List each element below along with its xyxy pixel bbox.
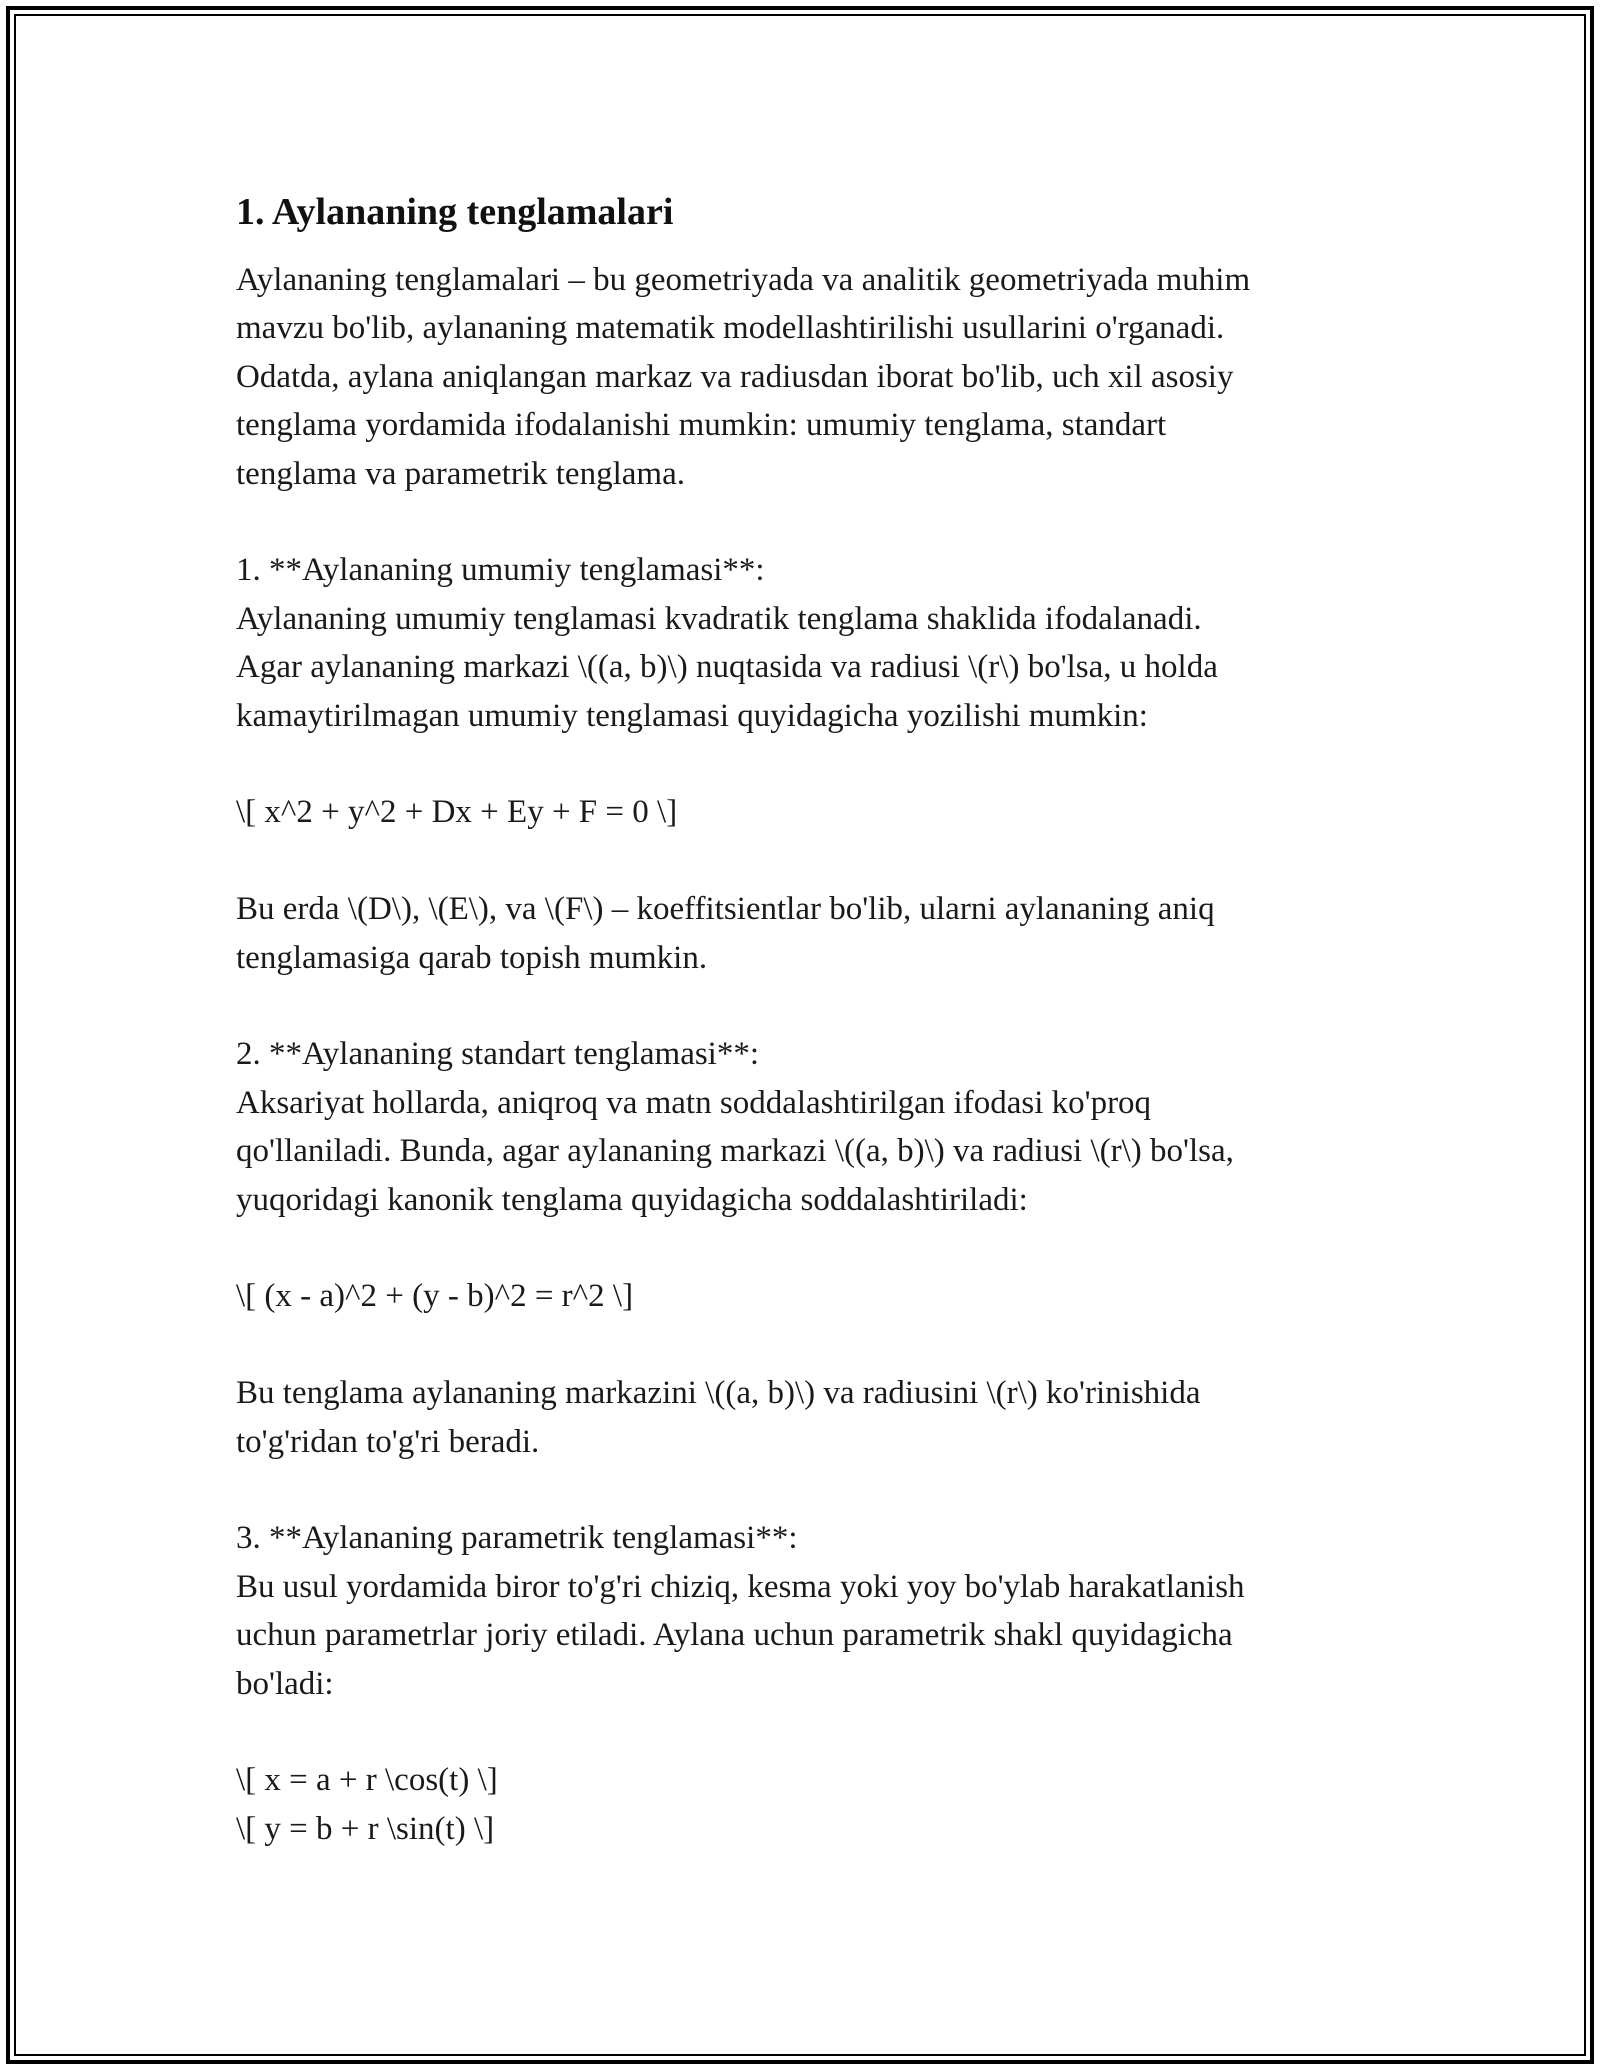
document-content [236, 188, 1396, 1902]
text-line: Aksariyat hollarda, aniqroq va matn soddalashtirilgan ifodasi ko'proq [236, 1084, 1152, 1121]
text-line: bo'ladi: [236, 1665, 334, 1702]
text-line: Aylananing tenglamalari – bu geometriyada va analitik geometriyada muhim [236, 262, 1251, 298]
formula-block [236, 1756, 1396, 1853]
text-line: to'g'ridan to'g'ri beradi. [236, 1423, 540, 1460]
section-heading: 1. **Aylananing umumiy tenglamasi**: [236, 552, 765, 589]
formula-line: \[ y = b + r \sin(t) \] [236, 1810, 495, 1847]
coefficient-note [236, 885, 1396, 982]
text-line: uchun parametrlar joriy etiladi. Aylana uchun parametrik shakl quyidagicha [236, 1617, 1233, 1654]
section-heading: 2. **Aylananing standart tenglamasi**: [236, 1036, 760, 1073]
text-line: yuqoridagi kanonik tenglama quyidagicha soddalashtiriladi: [236, 1181, 1028, 1218]
text-line: Bu tenglama aylananing markazini \((a, b)\) va radiusini \(r\) ko'rinishida [236, 1375, 1201, 1412]
text-line: Odatda, aylana aniqlangan markaz va radiusdan iborat bo'lib, uch xil asosiy [236, 358, 1234, 395]
formula-line: \[ x = a + r \cos(t) \] [236, 1762, 498, 1799]
formula-line: \[ x^2 + y^2 + Dx + Ey + F = 0 \] [236, 794, 678, 831]
intro-paragraph [236, 256, 1396, 498]
text-line: tenglama yordamida ifodalanishi mumkin: umumiy tenglama, standart [236, 407, 1167, 444]
document-title: 1. Aylananing tenglamalari [236, 191, 674, 233]
text-line: tenglama va parametrik tenglama. [236, 455, 685, 492]
formula-block [236, 1272, 1396, 1320]
formula-line: \[ (x - a)^2 + (y - b)^2 = r^2 \] [236, 1278, 634, 1315]
text-line: qo'llaniladi. Bunda, agar aylananing markazi \((a, b)\) va radiusi \(r\) bo'lsa, [236, 1133, 1234, 1170]
section-standard-equation [236, 1030, 1396, 1224]
section-general-equation [236, 546, 1396, 740]
text-line: Bu usul yordamida biror to'g'ri chiziq, kesma yoki yoy bo'ylab harakatlanish [236, 1568, 1245, 1605]
text-line: mavzu bo'lib, aylananing matematik modellashtirilishi usullarini o'rganadi. [236, 310, 1225, 347]
text-line: kamaytirilmagan umumiy tenglamasi quyidagicha yozilishi mumkin: [236, 697, 1148, 734]
section-heading: 3. **Aylananing parametrik tenglamasi**: [236, 1520, 798, 1557]
formula-block [236, 788, 1396, 836]
text-line: tenglamasiga qarab topish mumkin. [236, 939, 708, 976]
section-parametric-equation [236, 1514, 1396, 1708]
text-line: Bu erda \(D\), \(E\), va \(F\) – koeffitsientlar bo'lib, ularni aylananing aniq [236, 891, 1215, 928]
standard-note [236, 1369, 1396, 1466]
text-line: Aylananing umumiy tenglamasi kvadratik tenglama shaklida ifodalanadi. [236, 600, 1202, 637]
text-line: Agar aylananing markazi \((a, b)\) nuqtasida va radiusi \(r\) bo'lsa, u holda [236, 649, 1218, 686]
